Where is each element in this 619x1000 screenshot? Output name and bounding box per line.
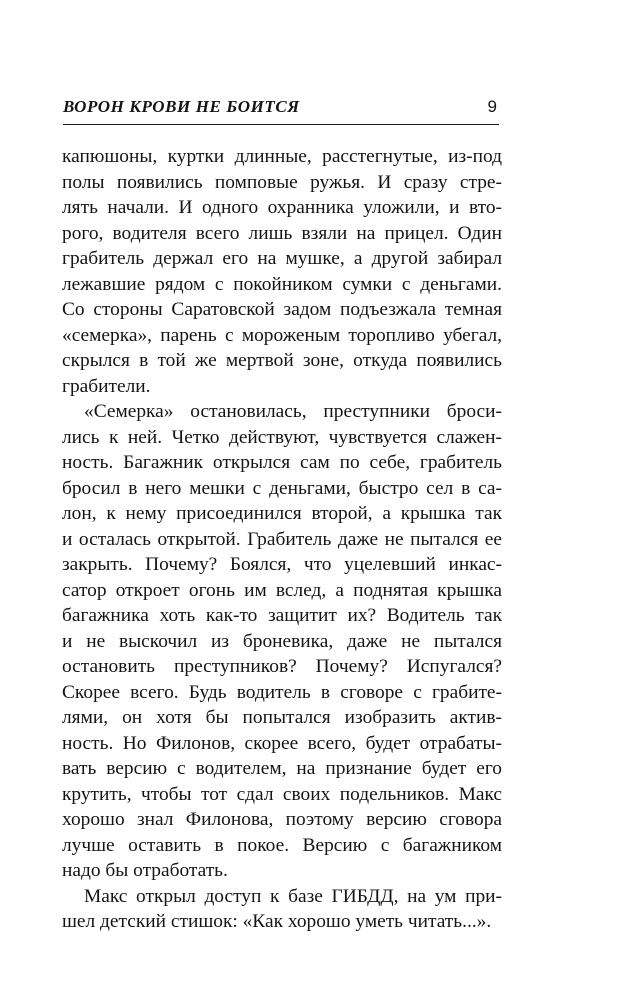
text-line: лучше оставить в покое. Версию с багажником bbox=[62, 834, 502, 856]
text-line: сатор откроет огонь им вслед, а поднятая крышка bbox=[62, 579, 502, 601]
text-line: рого, водителя всего лишь взяли на прицел. Один bbox=[62, 222, 502, 244]
text-line: крутить, чтобы тот сдал своих подельников. Макс bbox=[62, 783, 502, 805]
body-text bbox=[62, 144, 502, 935]
text-line: хорошо знал Филонова, поэтому версию сговора bbox=[62, 809, 502, 830]
text-line: лись к ней. Четко действуют, чувствуется слажен- bbox=[62, 426, 502, 448]
text-line: «Семерка» остановилась, преступники броси- bbox=[84, 401, 502, 422]
text-line: и не выскочил из броневика, даже не пытался bbox=[62, 630, 502, 652]
text-line: багажника хоть как-то защитит их? Водитель так bbox=[62, 605, 502, 626]
text-line: лежавшие рядом с покойником сумки с деньгами. bbox=[62, 273, 502, 295]
text-line: надо бы отработать. bbox=[62, 860, 228, 881]
text-line: грабитель держал его на мушке, а другой забирал bbox=[62, 248, 502, 269]
text-line: Скорее всего. Будь водитель в сговоре с грабите- bbox=[62, 681, 502, 703]
text-line: лями, он хотя бы попытался изобразить актив- bbox=[62, 707, 502, 728]
text-line: лять начали. И одного охранника уложили, и вто- bbox=[62, 197, 502, 218]
text-line: скрылся в той же мертвой зоне, откуда появились bbox=[62, 350, 502, 371]
text-line: и осталась открытой. Грабитель даже не пытался ее bbox=[62, 528, 502, 550]
text-line: ность. Но Филонов, скорее всего, будет отрабаты- bbox=[62, 732, 502, 754]
text-line: «семерка», парень с мороженым торопливо убегал, bbox=[62, 324, 502, 346]
text-line: бросил в него мешки с деньгами, быстро сел в са- bbox=[62, 477, 502, 499]
text-line: лон, к нему присоединился второй, а крышка так bbox=[62, 503, 502, 524]
text-line: закрыть. Почему? Боялся, что уцелевший инкас- bbox=[62, 554, 502, 575]
text-line: вать версию с водителем, на признание будет его bbox=[62, 758, 502, 779]
text-line: полы появились помповые ружья. И сразу стре- bbox=[62, 171, 502, 193]
text-line: грабители. bbox=[62, 375, 151, 397]
text-line: шел детский стишок: «Как хорошо уметь читать...». bbox=[62, 911, 492, 932]
text-line: капюшоны, куртки длинные, расстегнутые, из-под bbox=[62, 146, 502, 167]
running-head bbox=[63, 97, 499, 121]
text-line: Макс открыл доступ к базе ГИБДД, на ум при- bbox=[84, 885, 502, 907]
paragraph bbox=[62, 884, 502, 935]
text-line: остановить преступников? Почему? Испугался? bbox=[62, 656, 502, 677]
text-line: Со стороны Саратовской задом подъезжала темная bbox=[62, 299, 502, 320]
page-number: 9 bbox=[487, 97, 497, 116]
header-rule bbox=[63, 124, 499, 125]
text-line: ность. Багажник открылся сам по себе, грабитель bbox=[62, 452, 502, 473]
book-title: ВОРОН КРОВИ НЕ БОИТСЯ bbox=[63, 97, 300, 116]
paragraph bbox=[62, 144, 502, 399]
paragraph bbox=[62, 399, 502, 884]
